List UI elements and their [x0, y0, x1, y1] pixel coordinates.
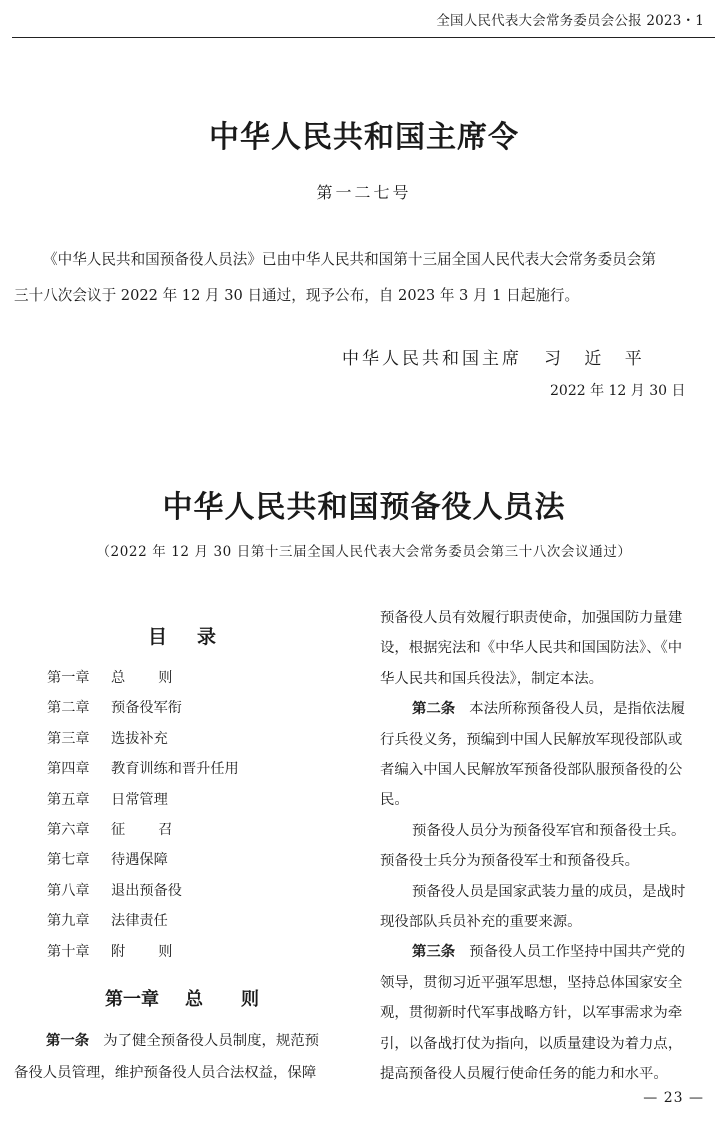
article-text: 为了健全预备役人员制度，规范预	[103, 1033, 320, 1049]
toc-chapter-name: 附则	[111, 943, 206, 960]
toc-chapter-number: 第十章	[47, 943, 90, 960]
chapter-number: 第一章	[105, 989, 159, 1010]
article-label: 第一条	[46, 1032, 90, 1049]
chapter-name-char: 则	[241, 989, 259, 1010]
toc-item	[47, 666, 347, 696]
article-label: 第二条	[412, 700, 456, 718]
toc-chapter-number: 第二章	[47, 700, 90, 717]
toc-item	[47, 940, 347, 970]
decree-body	[14, 242, 714, 314]
article-label: 第三条	[412, 943, 456, 961]
toc-chapter-number: 第八章	[47, 882, 90, 899]
article-1	[14, 1025, 359, 1089]
signer-name: 习 近 平	[544, 349, 651, 369]
decree-title: 中华人民共和国主席令	[209, 120, 519, 155]
article-text: 领导，贯彻习近平强军思想，坚持总体国家安全	[380, 974, 683, 991]
article-text: 提高预备役人员履行使命任务的能力和水平。	[380, 1066, 668, 1083]
article-text: 者编入中国人民解放军预备役部队服预备役的公	[380, 762, 683, 779]
toc-chapter-name: 预备役军衔	[111, 700, 182, 717]
toc-chapter-name: 教育训练和晋升任用	[111, 761, 239, 778]
toc-chapter-number: 第七章	[47, 852, 90, 869]
article-2-first-line	[380, 694, 715, 724]
decree-body-line: 三十八次会议于 2022 年 12 月 30 日通过，现予公布，自 2023 年 3 月 1 日起施行。	[14, 287, 580, 304]
article-text: 设，根据宪法和《中华人民共和国国防法》、《中	[380, 640, 683, 657]
article-text: 预备役人员是国家武装力量的成员，是战时	[412, 883, 686, 900]
header-rule	[12, 37, 715, 38]
article-text: 备役人员管理，维护预备役人员合法权益，保障	[14, 1065, 317, 1081]
toc-chapter-number: 第三章	[47, 730, 90, 747]
toc-chapter-name: 待遇保障	[111, 852, 168, 869]
article-text: 预备役士兵分为预备役军士和预备役兵。	[380, 853, 640, 870]
table-of-contents	[47, 666, 347, 970]
toc-chapter-number: 第九章	[47, 913, 90, 930]
adoption-note: （2022 年 12 月 30 日第十三届全国人民代表大会常务委员会第三十八次会议通过）	[96, 544, 632, 560]
toc-item	[47, 879, 347, 909]
article-text: 引，以备战打仗为指向，以质量建设为着力点，	[380, 1035, 683, 1052]
decree-date: 2022 年 12 月 30 日	[550, 383, 686, 399]
toc-item	[47, 696, 347, 726]
article-text: 行兵役义务，预编到中国人民解放军现役部队或	[380, 731, 683, 748]
toc-item	[47, 818, 347, 848]
signature	[342, 344, 651, 369]
decree-number: 第一二七号	[316, 183, 412, 202]
toc-chapter-name: 征召	[111, 821, 206, 838]
toc-item	[47, 909, 347, 939]
article-text: 预备役人员分为预备役军官和预备役士兵。	[412, 822, 686, 839]
toc-title: 目录	[147, 626, 246, 648]
law-title: 中华人民共和国预备役人员法	[162, 490, 566, 525]
chapter-name-char: 总	[185, 989, 203, 1010]
article-text: 预备役人员有效履行职责使命，加强国防力量建	[380, 610, 683, 626]
right-column	[380, 603, 715, 1090]
toc-chapter-number: 第一章	[47, 670, 90, 686]
article-3-first-line	[380, 937, 715, 967]
toc-chapter-number: 第四章	[47, 761, 90, 778]
article-text: 预备役人员工作坚持中国共产党的	[469, 944, 686, 961]
decree-body-line: 《中华人民共和国预备役人员法》已由中华人民共和国第十三届全国人民代表大会常务委员会第	[43, 251, 656, 268]
toc-chapter-name: 退出预备役	[111, 882, 182, 899]
article-text: 民。	[380, 792, 409, 809]
toc-item	[47, 848, 347, 878]
toc-chapter-name: 总则	[111, 670, 206, 686]
toc-item	[47, 727, 347, 757]
article-text: 本法所称预备役人员，是指依法履	[469, 701, 686, 718]
page-number: — 23 —	[643, 1090, 704, 1106]
toc-chapter-number: 第五章	[47, 791, 90, 808]
chapter1-heading	[0, 985, 364, 1011]
article-text: 现役部队兵员补充的重要来源。	[380, 914, 582, 931]
signer-title: 中华人民共和国主席	[342, 349, 522, 369]
toc-chapter-name: 日常管理	[111, 791, 168, 808]
toc-item	[47, 757, 347, 787]
toc-chapter-name: 选拔补充	[111, 730, 168, 747]
toc-chapter-number: 第六章	[47, 821, 90, 838]
article-text: 观，贯彻新时代军事战略方针，以军事需求为牵	[380, 1005, 683, 1022]
journal-header: 全国人民代表大会常务委员会公报 2023・1	[436, 13, 704, 29]
toc-item	[47, 788, 347, 818]
toc-chapter-name: 法律责任	[111, 913, 168, 930]
article-text: 华人民共和国兵役法》，制定本法。	[380, 670, 604, 687]
